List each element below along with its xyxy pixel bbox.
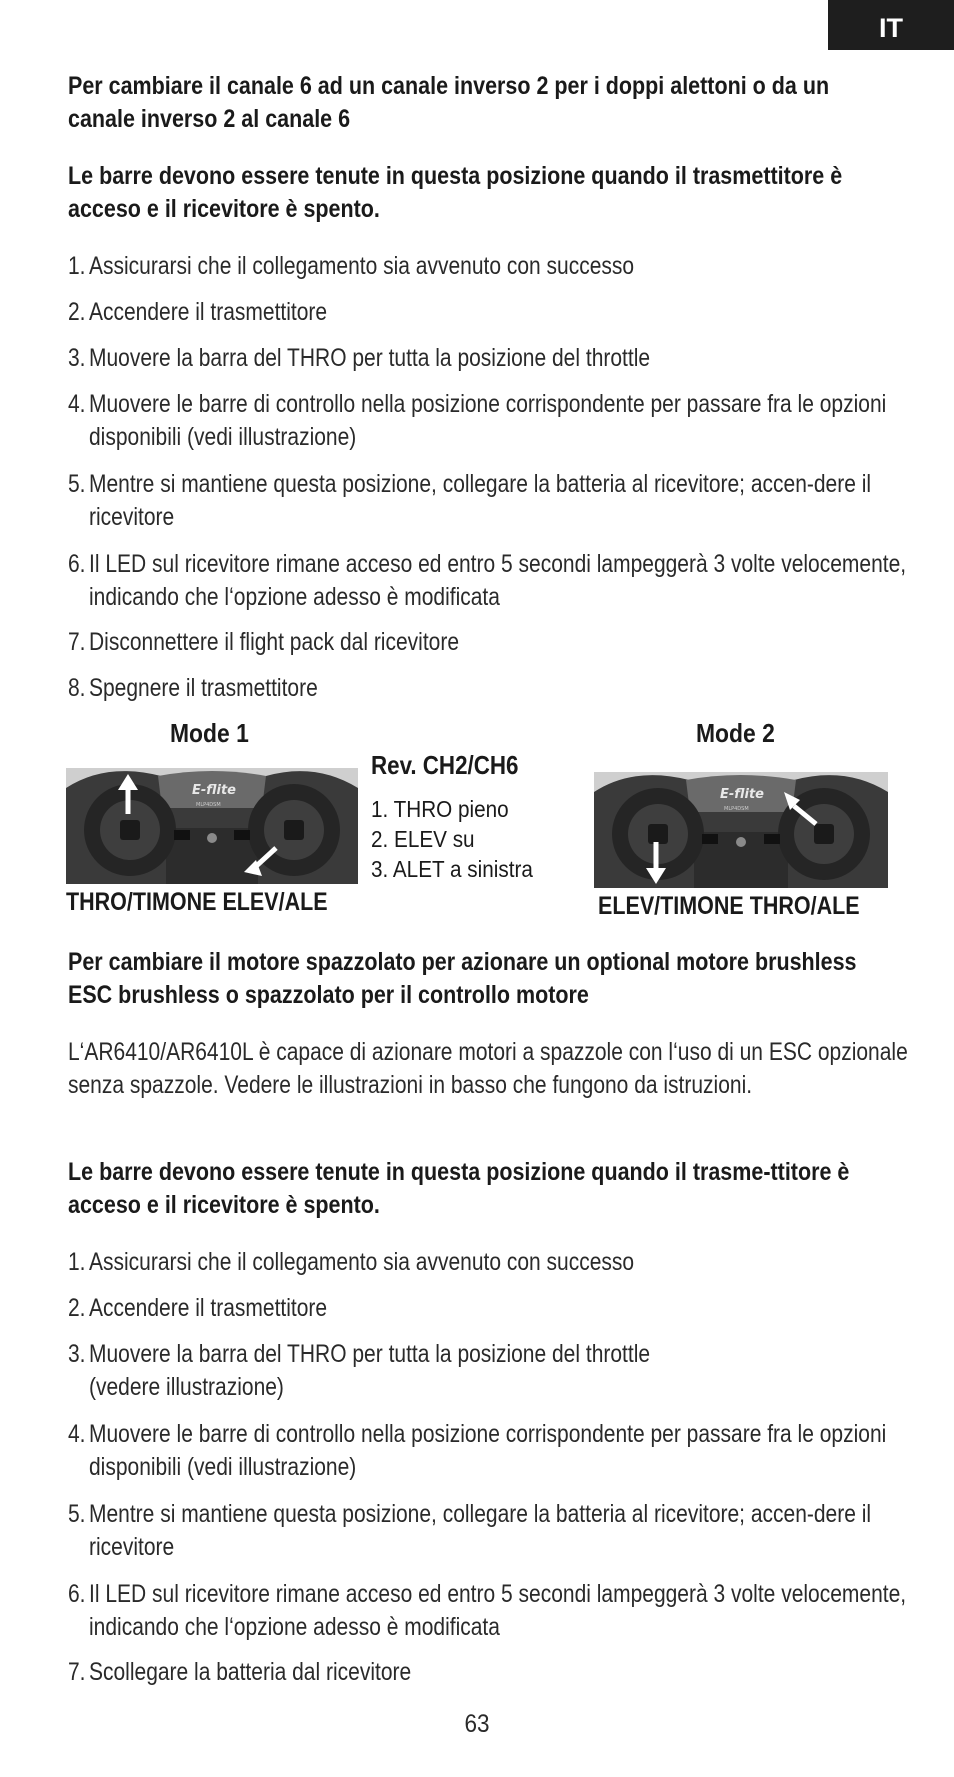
step-number: 4. <box>68 390 86 418</box>
step-number: 5. <box>68 470 86 498</box>
rev-step: 1. THRO pieno <box>371 796 509 822</box>
list-item <box>68 626 916 659</box>
step-text: Il LED sul ricevitore rimane acceso ed entro 5 secondi lampeggerà 3 volte velocemente, indicando che l‘opzione adesso è modificata <box>89 1580 907 1641</box>
step-number: 8. <box>68 674 86 702</box>
step-text: Mentre si mantiene questa posizione, collegare la batteria al ricevitore; accen-dere il ricevitore <box>89 470 872 531</box>
rev-step: 3. ALET a sinistra <box>371 856 533 882</box>
step-text: Scollegare la batteria dal ricevitore <box>89 1658 412 1686</box>
step-text: Assicurarsi che il collegamento sia avvenuto con successo <box>89 252 635 280</box>
section1-heading: Per cambiare il canale 6 ad un canale inverso 2 per i doppi alettoni o da un canale inverso 2 al canale 6 <box>68 72 830 133</box>
list-item <box>68 342 916 375</box>
step-number: 1. <box>68 252 86 280</box>
step-number: 7. <box>68 1658 86 1686</box>
step-number: 2. <box>68 1294 86 1322</box>
list-item <box>68 1498 916 1564</box>
step-text: Mentre si mantiene questa posizione, collegare la batteria al ricevitore; accen-dere il ricevitore <box>89 1500 872 1561</box>
step-text: Assicurarsi che il collegamento sia avvenuto con successo <box>89 1248 635 1276</box>
section1-subheading: Le barre devono essere tenute in questa posizione quando il trasmettitore è acceso e il ricevitore è spento. <box>68 162 843 223</box>
list-item <box>68 1418 916 1484</box>
list-item <box>68 250 916 283</box>
step-text: Accendere il trasmettitore <box>89 1294 328 1322</box>
rev-title: Rev. CH2/CH6 <box>371 750 519 780</box>
list-item <box>68 468 916 534</box>
section2-intro: L‘AR6410/AR6410L è capace di azionare motori a spazzole con l‘uso di un ESC opzionale senza spazzole. Vedere le illustrazioni in basso che fungono da istruzioni. <box>68 1038 908 1099</box>
step-number: 2. <box>68 298 86 326</box>
list-item <box>68 672 916 705</box>
step-text: Muovere le barre di controllo nella posizione corrispondente per passare fra le opzioni disponibili (vedi illustrazione) <box>89 1420 887 1481</box>
step-text: Il LED sul ricevitore rimane acceso ed entro 5 secondi lampeggerà 3 volte velocemente, indicando che l‘opzione adesso è modificata <box>89 550 907 611</box>
list-item <box>68 1246 916 1279</box>
section2-subheading: Le barre devono essere tenute in questa posizione quando il trasme-ttitore è acceso e il ricevitore è spento. <box>68 1158 850 1219</box>
step-text: Muovere la barra del THRO per tutta la posizione del throttle <box>89 344 651 372</box>
step-text: Disconnettere il flight pack dal ricevitore <box>89 628 460 656</box>
section2-heading: Per cambiare il motore spazzolato per azionare un optional motore brushless ESC brushless o spazzolato per il controllo motore <box>68 948 857 1009</box>
step-text: Muovere le barre di controllo nella posizione corrispondente per passare fra le opzioni disponibili (vedi illustrazione) <box>89 390 887 451</box>
list-item <box>68 296 916 329</box>
list-item <box>68 1656 916 1689</box>
brand-logo: E-flite <box>192 783 236 798</box>
step-text: Muovere la barra del THRO per tutta la posizione del throttle (vedere illustrazione) <box>89 1340 651 1401</box>
list-item <box>68 388 916 454</box>
rev-step: 2. ELEV su <box>371 826 475 852</box>
page-number: 63 <box>464 1710 490 1738</box>
mode2-caption: ELEV/TIMONE THRO/ALE <box>598 892 860 920</box>
transmitter-mode2-image <box>594 772 888 888</box>
language-tab: IT <box>828 0 954 50</box>
mode1-caption: THRO/TIMONE ELEV/ALE <box>66 888 328 916</box>
brand-logo: E-flite <box>720 787 764 802</box>
step-number: 1. <box>68 1248 86 1276</box>
model-label: MLP4DSM <box>724 806 749 812</box>
mode1-label: Mode 1 <box>170 718 249 748</box>
step-number: 7. <box>68 628 86 656</box>
list-item <box>68 548 916 614</box>
mode2-label: Mode 2 <box>696 718 775 748</box>
step-text: Accendere il trasmettitore <box>89 298 328 326</box>
step-text: Spegnere il trasmettitore <box>89 674 318 702</box>
step-number: 6. <box>68 550 86 578</box>
list-item <box>68 1578 916 1644</box>
step-number: 6. <box>68 1580 86 1608</box>
list-item <box>68 1292 916 1325</box>
model-label: MLP4DSM <box>196 802 221 808</box>
transmitter-mode1-image <box>66 768 358 884</box>
step-number: 3. <box>68 1340 86 1368</box>
list-item <box>68 1338 673 1404</box>
step-number: 5. <box>68 1500 86 1528</box>
step-number: 3. <box>68 344 86 372</box>
step-number: 4. <box>68 1420 86 1448</box>
